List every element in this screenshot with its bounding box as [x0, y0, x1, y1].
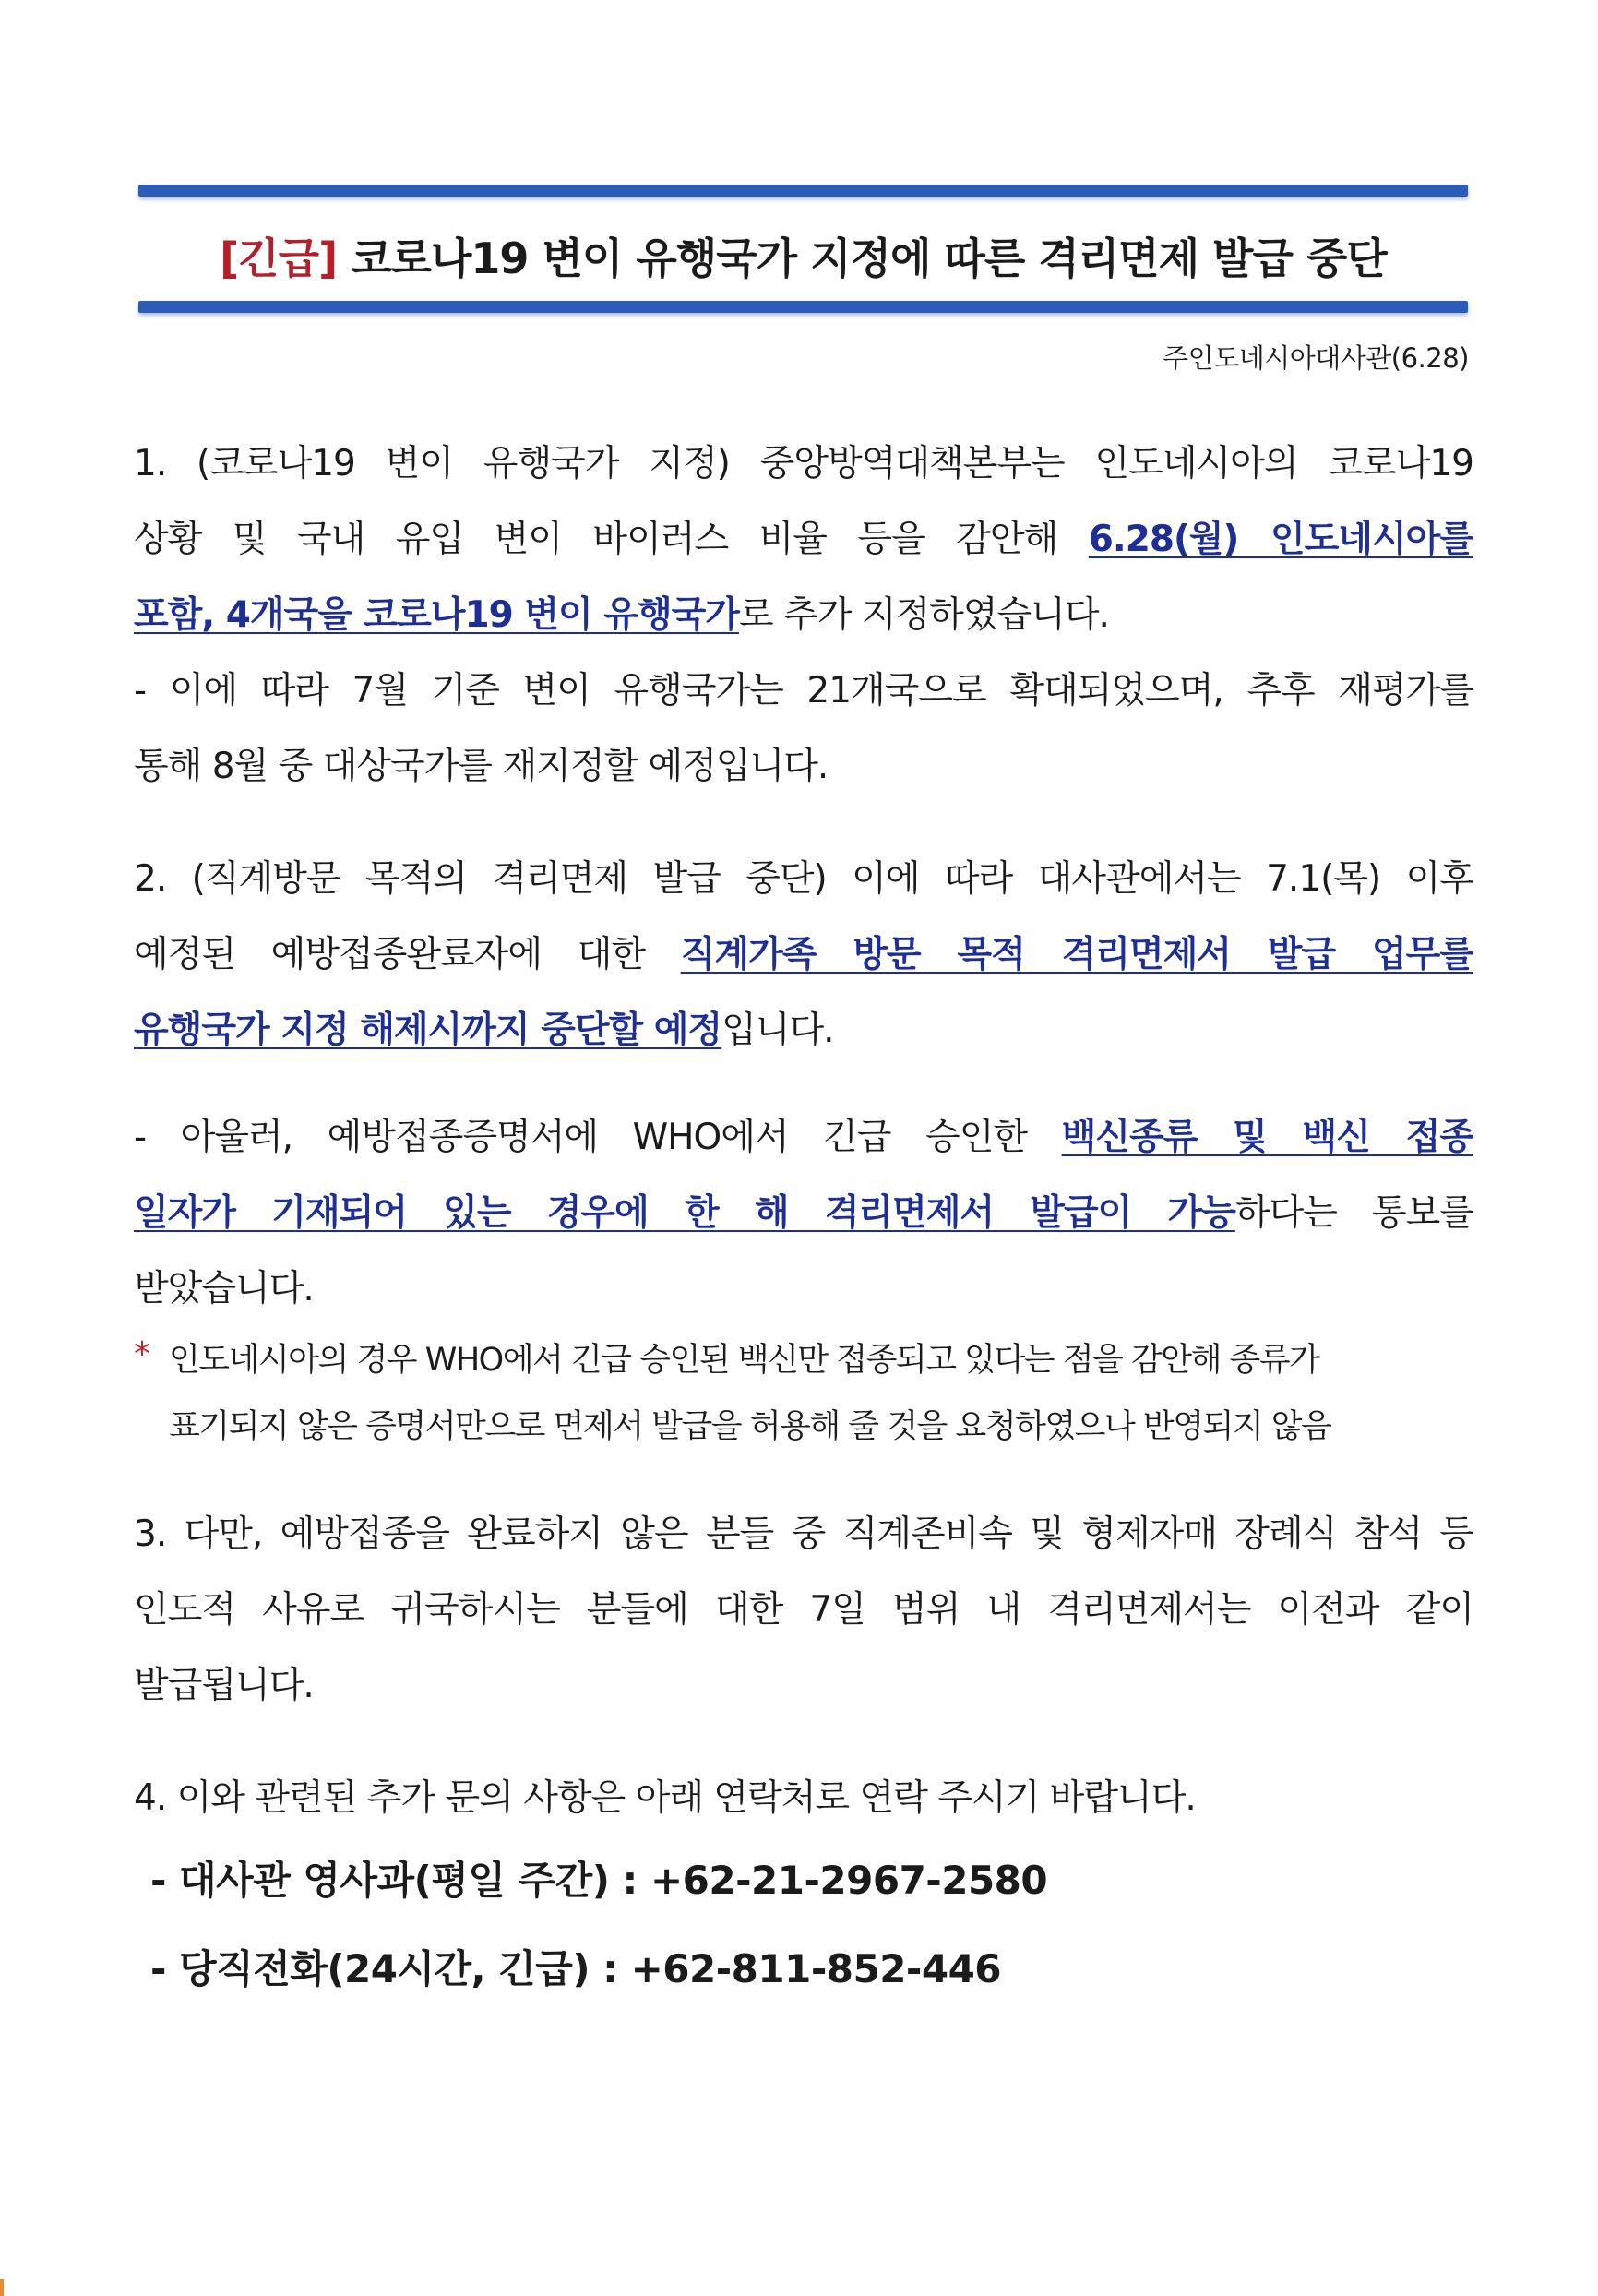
section2-line2 — [134, 917, 1473, 993]
section2-note-line1 — [134, 1327, 1473, 1393]
section2-line5-text: 하다는 통보를 — [1234, 1192, 1473, 1234]
section2-line2-text: 예정된 예방접종완료자에 대한 — [134, 934, 681, 975]
section2-highlight-until: 유행국가 지정 해제시까지 중단할 예정 — [134, 1010, 722, 1051]
section2-line3 — [134, 993, 1473, 1069]
urgent-tag: 긴급 — [238, 233, 319, 283]
section1-highlight-countries: 포함, 4개국을 코로나19 변이 유행국가 — [134, 594, 739, 636]
section1-line4: - 이에 따라 7월 기준 변이 유행국가는 21개국으로 확대되었으며, 추후 재평가를 — [134, 670, 1473, 712]
section3-line3: 발급됩니다. — [134, 1665, 314, 1706]
spacer — [134, 805, 1473, 842]
issuer-date: 주인도네시아대사관(6.28) — [1163, 342, 1469, 374]
contact-consular: - 대사관 영사과(평일 주간) : +62-21-2967-2580 — [150, 1858, 1048, 1903]
section2-highlight-vaccine: 백신종류 및 백신 접종 — [1061, 1117, 1473, 1158]
section2-line5 — [134, 1176, 1473, 1251]
section1-line5: 통해 8월 중 대상국가를 재지정할 예정입니다. — [134, 746, 829, 787]
section4-line1: 4. 이와 관련된 추가 문의 사항은 아래 연락처로 연락 주시기 바랍니다. — [134, 1777, 1196, 1819]
asterisk-icon: * — [134, 1335, 149, 1373]
note-text-1: 인도네시아의 경우 WHO에서 긴급 승인된 백신만 접종되고 있다는 점을 감안해 종류가 — [169, 1342, 1319, 1379]
section1-line2-text: 상황 및 국내 유입 변이 바이러스 비율 등을 감안해 — [134, 519, 1089, 560]
section-1 — [134, 426, 1473, 805]
section3-line2: 인도적 사유로 귀국하시는 분들에 대한 7일 범위 내 격리면제서는 이전과 같이 — [134, 1589, 1473, 1631]
document-body — [134, 426, 1473, 2014]
section2-line1: 2. (직계방문 목적의 격리면제 발급 중단) 이에 따라 대사관에서는 7.1(목) 이후 — [134, 858, 1473, 900]
section1-line3-text: 로 추가 지정하였습니다. — [738, 594, 1109, 636]
section1-line1: 1. (코로나19 변이 유행국가 지정) 중앙방역대책본부는 인도네시아의 코로나19 — [134, 443, 1473, 484]
section2-line3-text: 입니다. — [721, 1010, 834, 1051]
title-text: 코로나19 변이 유행국가 지정에 따른 격리면제 발급 중단 — [337, 233, 1387, 283]
page-title — [138, 225, 1468, 286]
section-4 — [134, 1761, 1473, 2014]
section2-highlight-possible: 일자가 기재되어 있는 경우에 한 해 격리면제서 발급이 가능 — [134, 1192, 1235, 1234]
spacer — [134, 1069, 1473, 1100]
bottom-rule — [138, 301, 1468, 313]
section3-line1: 3. 다만, 예방접종을 완료하지 않은 분들 중 직계존비속 및 형제자매 장례식 참석 등 — [134, 1513, 1473, 1555]
spacer — [134, 1724, 1473, 1761]
top-rule — [138, 185, 1468, 197]
contact-duty-phone: - 당직전화(24시간, 긴급) : +62-811-852-446 — [150, 1946, 1002, 1991]
title-tag-open: [ — [220, 233, 239, 283]
note-text-2: 표기되지 않은 증명서만으로 면제서 발급을 허용해 줄 것을 요청하였으나 반영되지 않음 — [169, 1408, 1331, 1445]
title-tag-close: ] — [318, 233, 338, 283]
section1-highlight-date: 6.28(월) 인도네시아를 — [1088, 519, 1473, 560]
section-3 — [134, 1497, 1473, 1724]
section1-line3 — [134, 578, 1473, 653]
section2-note-line2 — [134, 1393, 1473, 1460]
section1-line2 — [134, 502, 1473, 578]
section2-line6: 받았습니다. — [134, 1268, 314, 1309]
spacer — [134, 1460, 1473, 1497]
section-2 — [134, 842, 1473, 1460]
page-edge-mark — [0, 2279, 4, 2296]
section2-highlight-suspension: 직계가족 방문 목적 격리면제서 발급 업무를 — [680, 934, 1473, 975]
section2-line4 — [134, 1100, 1473, 1176]
section2-line4-text: - 아울러, 예방접종증명서에 WHO에서 긴급 승인한 — [134, 1117, 1062, 1158]
